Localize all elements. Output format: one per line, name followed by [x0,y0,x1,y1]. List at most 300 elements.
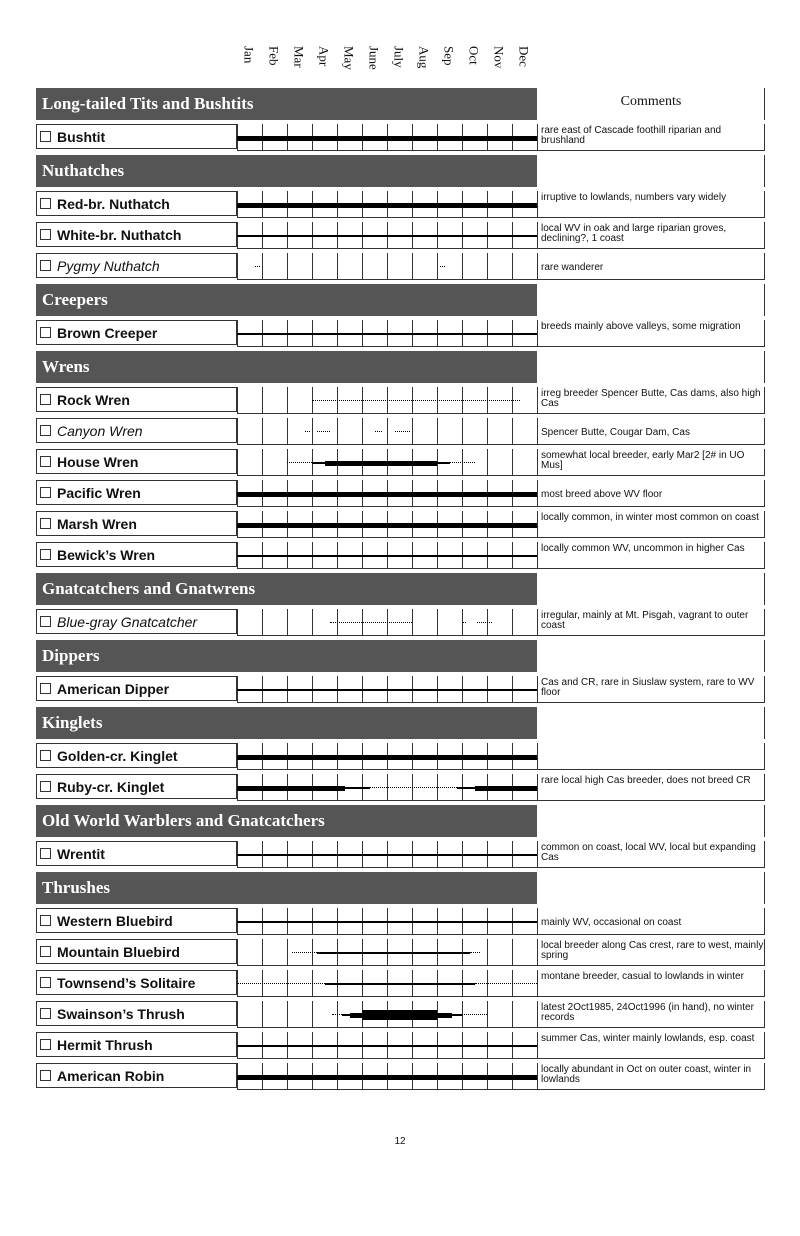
month-cell [512,449,537,476]
species-comment: local breeder along Cas crest, rare to west, mainly spring [537,939,765,966]
month-grid [237,743,537,770]
species-name: American Robin [57,1068,165,1084]
species-checkbox[interactable] [40,394,51,405]
species-name-cell [36,511,237,536]
month-cell [437,609,462,636]
month-cell [262,418,287,445]
month-grid [237,480,537,507]
species-row [36,191,765,218]
species-row [36,939,765,966]
page-number: 12 [394,1136,406,1147]
grid-baseline [237,217,537,218]
occurrence-uncommon-segment [342,1014,350,1016]
occurrence-rare-segment [292,952,317,953]
family-header [36,805,537,837]
species-name: Bewick’s Wren [57,547,156,563]
family-name: Nuthatches [42,161,125,180]
occurrence-rare-segment [305,431,310,432]
month-cell [287,387,312,414]
month-label-text: Oct [466,46,482,65]
grid-baseline [237,1027,537,1028]
grid-baseline [237,444,537,445]
month-label [287,44,312,84]
month-cell [412,609,437,636]
family-name: Long-tailed Tits and Bushtits [42,94,254,113]
occurrence-rare-segment [450,462,475,463]
month-label [512,44,537,84]
species-checkbox[interactable] [40,1039,51,1050]
month-grid [237,222,537,249]
occurrence-rare-segment [237,983,325,984]
occurrence-common-segment [237,203,537,208]
species-name: Rock Wren [57,392,130,408]
occurrence-uncommon-segment [457,787,475,789]
species-name-cell [36,774,237,799]
species-checkbox[interactable] [40,946,51,957]
occurrence-uncommon-segment [237,921,537,923]
grid-baseline [237,475,537,476]
species-name: Pygmy Nuthatch [57,258,160,274]
grid-baseline [237,568,537,569]
grid-baseline [237,635,537,636]
grid-baseline [237,248,537,249]
month-label [312,44,337,84]
month-grid [237,1063,537,1090]
species-name: Ruby-cr. Kinglet [57,779,165,795]
family-header [36,351,537,383]
month-grid [237,939,537,966]
month-cell [487,253,512,280]
month-grid [237,124,537,151]
species-comment: irruptive to lowlands, numbers vary widely [537,191,765,218]
month-cell [512,939,537,966]
month-label [437,44,462,84]
grid-baseline [237,1089,537,1090]
species-row [36,418,765,445]
column-rule [764,872,765,904]
species-row [36,970,765,997]
species-name: Brown Creeper [57,325,158,341]
grid-baseline [237,537,537,538]
column-rule [764,418,765,445]
month-grid [237,449,537,476]
month-label [262,44,287,84]
species-name: Pacific Wren [57,485,141,501]
month-grid [237,418,537,445]
month-grid [237,542,537,569]
species-name: Hermit Thrush [57,1037,153,1053]
species-name: Swainson’s Thrush [57,1006,185,1022]
species-checkbox[interactable] [40,750,51,761]
family-header [36,284,537,316]
month-grid [237,191,537,218]
column-rule [764,480,765,507]
occurrence-common-segment [237,136,537,141]
column-rule [764,841,765,868]
species-name-cell [36,1001,237,1026]
month-label-text: July [391,46,407,68]
species-comment: local WV in oak and large riparian groves, declining?, 1 coast [537,222,765,249]
species-comment: mainly WV, occasional on coast [537,908,765,935]
species-name: Wrentit [57,846,105,862]
column-rule [764,707,765,739]
month-cell [412,418,437,445]
month-label-text: May [341,46,357,70]
occurrence-uncommon-segment [325,983,475,985]
month-cell [237,939,262,966]
month-grid [237,908,537,935]
species-comment: somewhat local breeder, early Mar2 [2# in UO Mus] [537,449,765,476]
grid-baseline [237,996,537,997]
occurrence-rare-segment [287,462,312,463]
grid-baseline [237,413,537,414]
month-grid [237,1001,537,1028]
column-rule [764,1063,765,1090]
species-name-cell [36,418,237,443]
month-cell [362,253,387,280]
species-row [36,908,765,935]
grid-baseline [237,965,537,966]
column-rule [764,449,765,476]
species-name: Western Bluebird [57,913,173,929]
occurrence-rare-segment [462,622,466,623]
species-row [36,511,765,538]
column-rule [764,908,765,935]
species-name-cell [36,743,237,768]
species-row [36,1063,765,1090]
species-comment: irregular, mainly at Mt. Pisgah, vagrant to outer coast [537,609,765,636]
species-name-cell [36,320,237,345]
occurrence-rare-segment [440,266,445,267]
species-comment: Spencer Butte, Cougar Dam, Cas [537,418,765,445]
species-row [36,743,765,770]
species-name-cell [36,970,237,995]
species-name-cell [36,609,237,634]
column-rule [764,284,765,316]
species-name: Bushtit [57,129,106,145]
month-cell [337,418,362,445]
species-name: House Wren [57,454,139,470]
species-name-cell [36,449,237,474]
species-row [36,253,765,280]
species-checkbox[interactable] [40,616,51,627]
month-cell [262,609,287,636]
species-checkbox[interactable] [40,781,51,792]
family-name: Dippers [42,646,100,665]
column-rule [764,939,765,966]
occurrence-uncommon-segment [437,462,450,464]
species-checkbox[interactable] [40,198,51,209]
month-grid [237,970,537,997]
species-checkbox[interactable] [40,456,51,467]
family-name: Old World Warblers and Gnatcatchers [42,811,325,830]
month-label-text: Feb [266,46,282,66]
species-name-cell [36,124,237,149]
species-name: Townsend’s Solitaire [57,975,196,991]
species-checkbox[interactable] [40,487,51,498]
species-checkbox[interactable] [40,518,51,529]
species-name-cell [36,1063,237,1088]
occurrence-common-segment [237,492,537,497]
column-rule [764,1001,765,1028]
occurrence-rare-segment [395,431,410,432]
month-cell [412,253,437,280]
species-name: Canyon Wren [57,423,143,439]
occurrence-rare-segment [462,1014,487,1015]
occurrence-rare-segment [375,431,383,432]
species-checkbox[interactable] [40,425,51,436]
month-cell [287,1001,312,1028]
species-row [36,222,765,249]
month-cell [512,418,537,445]
occurrence-common-segment [237,1075,537,1080]
month-cell [237,449,262,476]
grid-baseline [237,279,537,280]
month-label-text: June [366,46,382,70]
species-checkbox[interactable] [40,549,51,560]
grid-baseline [237,800,537,801]
month-label [412,44,437,84]
species-name: Blue-gray Gnatcatcher [57,614,198,630]
month-grid [237,1032,537,1059]
species-row [36,387,765,414]
month-cell [487,418,512,445]
occurrence-uncommon-segment [237,689,537,691]
species-checkbox[interactable] [40,848,51,859]
occurrence-rare-segment [312,400,520,401]
species-comment: locally abundant in Oct on outer coast, winter in lowlands [537,1063,765,1090]
occurrence-common-segment [237,786,345,791]
month-label [237,44,262,84]
month-cell [462,418,487,445]
column-rule [764,222,765,249]
month-label [337,44,362,84]
family-name: Creepers [42,290,108,309]
month-grid [237,253,537,280]
month-header [237,44,537,84]
month-cell [512,609,537,636]
species-name: Marsh Wren [57,516,137,532]
month-cell [312,253,337,280]
month-cell [237,387,262,414]
month-label-text: Dec [516,46,532,67]
species-comment: locally common WV, uncommon in higher Cas [537,542,765,569]
species-checkbox[interactable] [40,1008,51,1019]
occurrence-rare-segment [255,266,260,267]
column-rule [764,970,765,997]
species-comment [537,743,765,770]
species-name: Mountain Bluebird [57,944,180,960]
month-cell [487,1001,512,1028]
month-cell [337,253,362,280]
column-rule [764,320,765,347]
species-row [36,774,765,801]
species-checkbox[interactable] [40,915,51,926]
column-rule [764,155,765,187]
month-label-text: Apr [316,46,332,67]
family-header [36,707,537,739]
species-comment: summer Cas, winter mainly lowlands, esp. coast [537,1032,765,1059]
month-cell [462,253,487,280]
column-rule [764,88,765,120]
occurrence-common-segment [325,461,438,466]
column-rule [764,676,765,703]
month-cell [437,418,462,445]
species-name: American Dipper [57,681,170,697]
species-row [36,1032,765,1059]
month-cell [512,253,537,280]
occurrence-uncommon-segment [312,462,325,464]
month-cell [262,939,287,966]
occurrence-rare-segment [332,1014,342,1015]
grid-baseline [237,769,537,770]
species-row [36,1001,765,1028]
month-cell [262,387,287,414]
month-grid [237,774,537,801]
occurrence-uncommon-segment [317,952,470,954]
occurrence-common-segment [237,755,537,760]
occurrence-rare-segment [370,787,458,788]
occurrence-uncommon-segment [237,1045,537,1047]
column-rule [764,573,765,605]
column-rule [764,387,765,414]
species-name-cell [36,387,237,412]
occurrence-uncommon-segment [237,854,537,856]
month-label [362,44,387,84]
month-cell [387,253,412,280]
species-row [36,841,765,868]
occurrence-uncommon-segment [345,787,370,789]
species-row [36,449,765,476]
species-checkbox[interactable] [40,260,51,271]
species-row [36,676,765,703]
species-row [36,320,765,347]
species-name-cell [36,841,237,866]
column-rule [764,511,765,538]
month-cell [237,418,262,445]
occurrence-common-segment [437,1013,452,1018]
column-rule [764,351,765,383]
month-cell [237,1001,262,1028]
month-label-text: Sep [441,46,457,66]
column-rule [764,774,765,801]
species-name: Golden-cr. Kinglet [57,748,178,764]
comments-header: Comments [620,94,682,109]
species-comment: rare wanderer [537,253,765,280]
family-name: Wrens [42,357,90,376]
occurrence-rare-segment [317,431,330,432]
species-name-cell [36,191,237,216]
family-header [36,155,537,187]
column-rule [764,253,765,280]
family-header [36,872,537,904]
family-header [36,88,537,120]
occurrence-uncommon-segment [237,235,537,237]
occurrence-common-segment [350,1013,363,1018]
month-cell [487,939,512,966]
species-checkbox[interactable] [40,327,51,338]
family-header [36,640,537,672]
month-cell [287,609,312,636]
species-comment: latest 2Oct1985, 24Oct1996 (in hand), no winter records [537,1001,765,1028]
column-rule [764,743,765,770]
family-name: Kinglets [42,713,103,732]
month-grid [237,320,537,347]
species-row [36,480,765,507]
month-label [462,44,487,84]
species-comment: montane breeder, casual to lowlands in winter [537,970,765,997]
species-checkbox[interactable] [40,1070,51,1081]
month-cell [287,253,312,280]
grid-baseline [237,346,537,347]
occurrence-rare-segment [330,622,413,623]
species-name-cell [36,939,237,964]
species-name-cell [36,676,237,701]
species-row [36,609,765,636]
species-checkbox[interactable] [40,977,51,988]
occurrence-common-segment [475,786,538,791]
column-rule [764,805,765,837]
month-label [387,44,412,84]
month-label [487,44,512,84]
species-name: Red-br. Nuthatch [57,196,170,212]
species-comment: locally common, in winter most common on coast [537,511,765,538]
month-label-text: Mar [291,46,307,68]
family-header [36,573,537,605]
month-grid [237,841,537,868]
species-name-cell [36,908,237,933]
species-name: White-br. Nuthatch [57,227,182,243]
column-rule [764,542,765,569]
column-rule [764,609,765,636]
species-checkbox[interactable] [40,229,51,240]
month-grid [237,609,537,636]
month-grid [237,387,537,414]
month-cell [262,449,287,476]
month-label-text: Nov [491,46,507,69]
species-name-cell [36,253,237,278]
month-cell [512,1001,537,1028]
family-name: Thrushes [42,878,111,897]
month-cell [262,1001,287,1028]
grid-baseline [237,867,537,868]
species-comment: Cas and CR, rare in Siuslaw system, rare to WV floor [537,676,765,703]
grid-baseline [237,506,537,507]
species-name-cell [36,222,237,247]
column-rule [764,124,765,151]
species-comment: rare east of Cascade foothill riparian and brushland [537,124,765,151]
species-checkbox[interactable] [40,683,51,694]
species-row [36,124,765,151]
grid-baseline [237,150,537,151]
occurrence-uncommon-segment [237,333,537,335]
species-checkbox[interactable] [40,131,51,142]
occurrence-rare-segment [477,622,492,623]
species-comment: common on coast, local WV, local but expanding Cas [537,841,765,868]
grid-baseline [237,702,537,703]
occurrence-rare-segment [470,952,480,953]
species-comment: most breed above WV floor [537,480,765,507]
month-cell [237,609,262,636]
species-name-cell [36,542,237,567]
column-rule [764,1032,765,1059]
occurrence-common-segment [237,523,537,528]
month-cell [262,253,287,280]
grid-baseline [237,1058,537,1059]
month-cell [487,449,512,476]
month-grid [237,511,537,538]
species-row [36,542,765,569]
